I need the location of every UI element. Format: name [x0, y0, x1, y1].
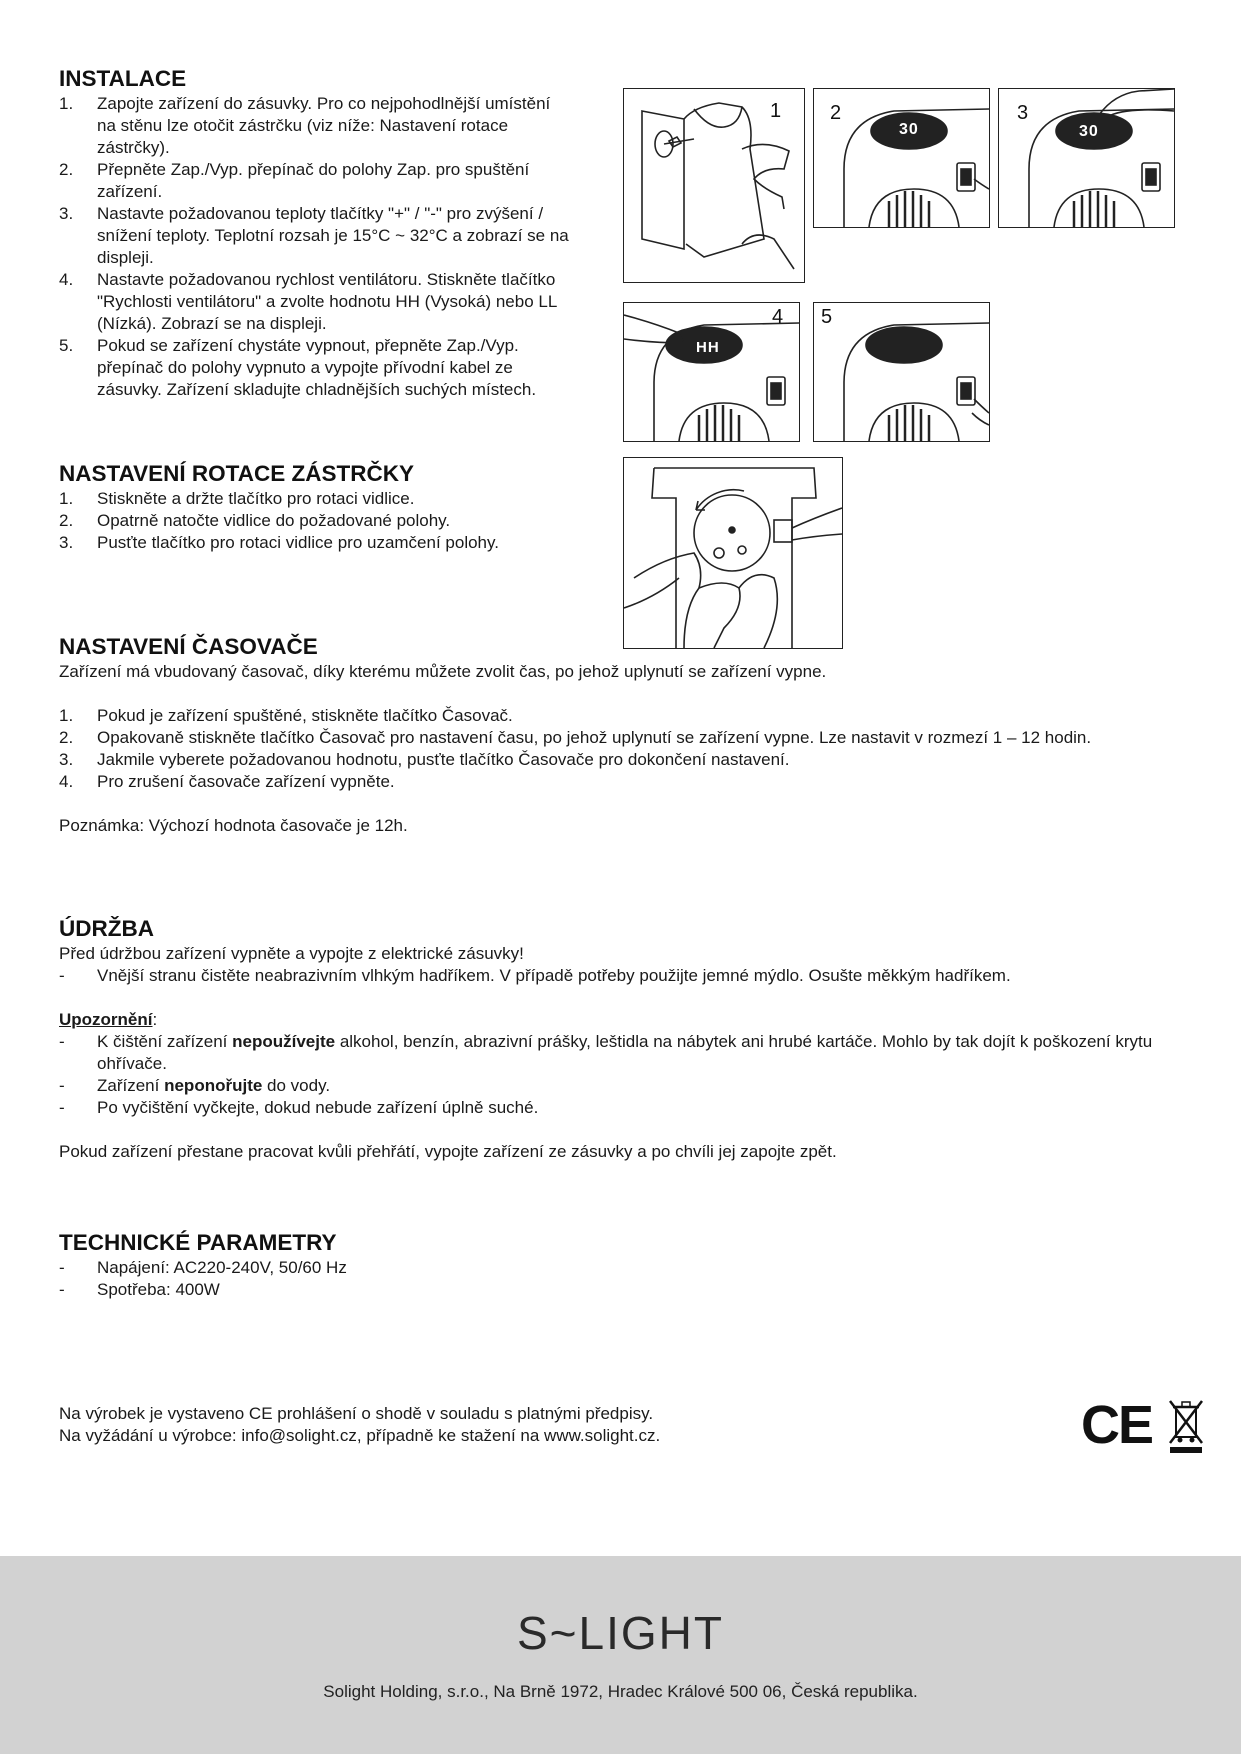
list-item: 2. Opakovaně stiskněte tlačítko Časovač pro nastavení času, po jehož uplynutí se zařízení vypne. Lze nastavit v rozmezí 1 – 12 hodin.: [59, 728, 1092, 747]
ce-mark: CE: [1081, 1395, 1153, 1455]
heading-parametry: TECHNICKÉ PARAMETRY: [59, 1230, 337, 1255]
list-item: - Napájení: AC220-240V, 50/60 Hz: [59, 1258, 347, 1277]
heading-casovac: NASTAVENÍ ČASOVAČE: [59, 634, 318, 659]
figure-number: 1: [770, 100, 782, 122]
footer: [0, 1556, 1241, 1754]
heading-instalace: INSTALACE: [59, 66, 187, 91]
figure-5-power-off: [813, 302, 990, 442]
section-casovac: [59, 633, 1184, 837]
display-readout: HH: [696, 339, 720, 356]
list-item: 2. Přepněte Zap./Vyp. přepínač do polohy Zap. pro spuštění zařízení.: [59, 160, 530, 201]
display-readout: 30: [899, 121, 919, 138]
conformity-statement: Na výrobek je vystaveno CE prohlášení o shodě v souladu s platnými předpisy. Na vyžádání u výrobce: info@solight.cz, případně ke stažení na www.solight.cz.: [59, 1404, 661, 1445]
list-item: 1. Zapojte zařízení do zásuvky. Pro co nejpohodlnější umístění na stěnu lze otočit zástrčku (viz níže: Nastavení rotace zástrčky).: [59, 94, 551, 157]
list-item: - Vnější stranu čistěte neabrazivním vlhkým hadříkem. V případě potřeby použijte jemné mýdlo. Osušte měkkým hadříkem.: [59, 966, 1011, 985]
weee-bin-icon: [1167, 1398, 1205, 1453]
display-readout: 30: [1079, 123, 1099, 140]
udrzba-intro: Před údržbou zařízení vypněte a vypojte z elektrické zásuvky!: [59, 944, 524, 963]
list-item: 2. Opatrně natočte vidlice do požadované polohy.: [59, 511, 451, 530]
section-instalace: [59, 65, 569, 401]
figure-number: 5: [821, 306, 833, 328]
list-item: - K čištění zařízení nepoužívejte alkohol, benzín, abrazivní prášky, leštidla na nábytek ani hrubé kartáče. Mohlo by tak dojít k poškození krytu ohřívače.: [59, 1032, 1153, 1073]
heading-udrzba: ÚDRŽBA: [59, 916, 154, 941]
list-item: - Po vyčištění vyčkejte, dokud nebude zařízení úplně suché.: [59, 1098, 539, 1117]
figure-2-temperature-display: [813, 88, 990, 228]
figure-number: 2: [830, 102, 842, 124]
figure-number: 3: [1017, 102, 1029, 124]
solight-logo: S~LIGHT: [516, 1607, 724, 1659]
figure-1-plug-in: [623, 88, 805, 283]
instalace-list: [59, 93, 569, 401]
overheat-note: Pokud zařízení přestane pracovat kvůli přehřátí, vypojte zařízení ze zásuvky a po chvíli jej zapojte zpět.: [59, 1142, 837, 1161]
list-item: - Zařízení neponořujte do vody.: [59, 1076, 331, 1095]
list-item: 3. Nastavte požadovanou teploty tlačítky "+" / "-" pro zvýšení / snížení teploty. Teplotní rozsah je 15°C ~ 32°C a zobrazí se na displeji.: [59, 204, 569, 267]
casovac-intro: Zařízení má vbudovaný časovač, díky kterému můžete zvolit čas, po jehož uplynutí se zařízení vypne.: [59, 662, 827, 681]
rotace-list: [59, 488, 619, 554]
figure-3-temperature-buttons: [998, 88, 1175, 228]
list-item: 5. Pokud se zařízení chystáte vypnout, přepněte Zap./Vyp. přepínač do polohy vypnuto a vypojte přívodní kabel ze zásuvky. Zařízení skladujte chladnějších suchých místech.: [59, 336, 537, 399]
list-item: 1. Stiskněte a držte tlačítko pro rotaci vidlice.: [59, 489, 415, 508]
casovac-note: Poznámka: Výchozí hodnota časovače je 12h.: [59, 816, 408, 835]
warning-heading: Upozornění:: [59, 1010, 158, 1029]
casovac-list: [59, 705, 1184, 793]
section-rotace: [59, 460, 619, 554]
figure-number: 4: [772, 306, 784, 328]
footer-address: Solight Holding, s.r.o., Na Brně 1972, Hradec Králové 500 06, Česká republika.: [323, 1682, 918, 1701]
figure-plug-rotation: [623, 457, 843, 649]
warning-label: Upozornění: [59, 1010, 153, 1029]
section-udrzba: [59, 915, 1184, 1163]
list-item: 3. Jakmile vyberete požadovanou hodnotu, pusťte tlačítko Časovače pro dokončení nastavení.: [59, 750, 790, 769]
heading-rotace: NASTAVENÍ ROTACE ZÁSTRČKY: [59, 461, 415, 486]
list-item: 4. Nastavte požadovanou rychlost ventilátoru. Stiskněte tlačítko "Rychlosti ventilátoru" a zvolte hodnotu HH (Vysoká) nebo LL (Nízká). Zobrazí se na displeji.: [59, 270, 557, 333]
list-item: 1. Pokud je zařízení spuštěné, stiskněte tlačítko Časovač.: [59, 706, 513, 725]
list-item: 3. Pusťte tlačítko pro rotaci vidlice pro uzamčení polohy.: [59, 533, 499, 552]
section-parametry: [59, 1229, 759, 1301]
figure-4-fan-speed: [623, 302, 800, 442]
list-item: - Spotřeba: 400W: [59, 1280, 220, 1299]
list-item: 4. Pro zrušení časovače zařízení vypněte.: [59, 772, 395, 791]
